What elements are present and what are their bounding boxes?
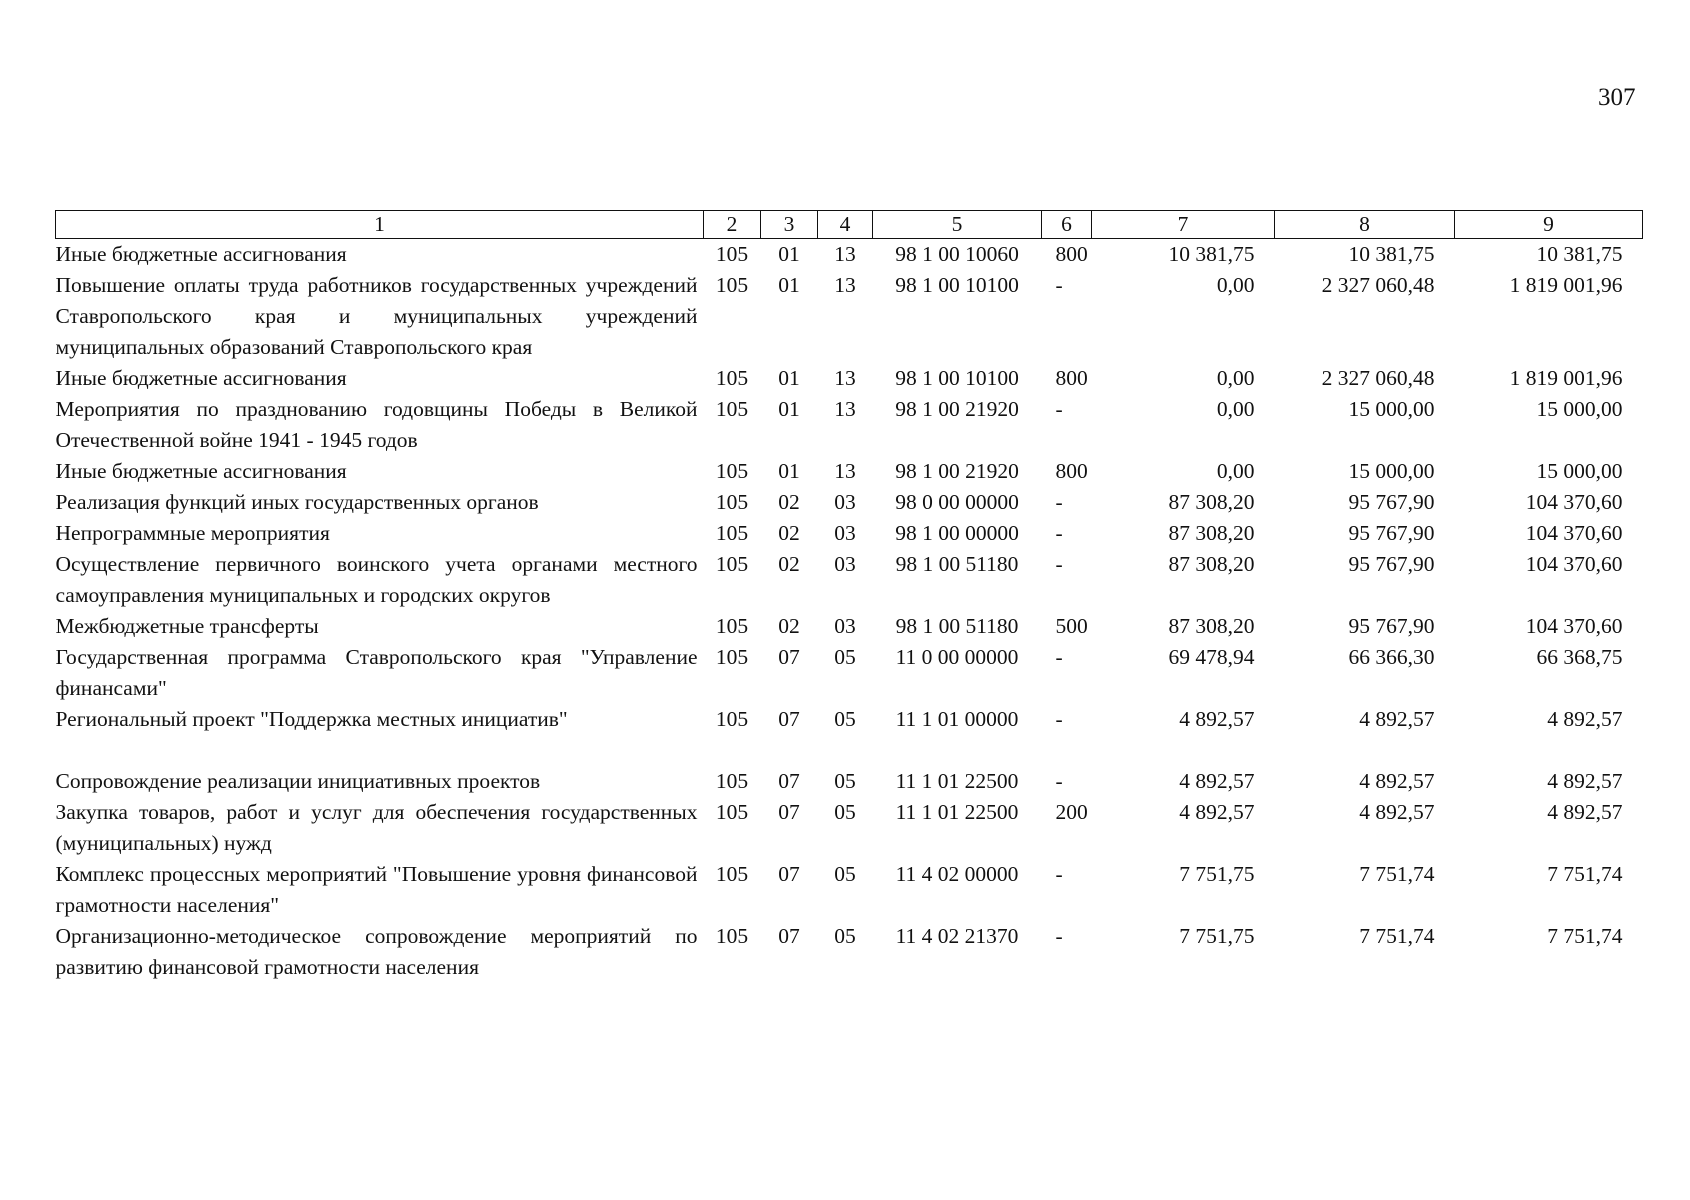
cell-admin-code: 105 bbox=[715, 242, 749, 266]
table-row bbox=[56, 611, 1643, 642]
cell-amount-8: 10 381,75 bbox=[1348, 242, 1435, 266]
row-name: Иные бюджетные ассигнования bbox=[55, 459, 347, 483]
cell-expense-type: - bbox=[1055, 924, 1063, 948]
table-row bbox=[56, 549, 1643, 611]
cell-amount-7: 87 308,20 bbox=[1168, 490, 1255, 514]
cell-amount-9: 7 751,74 bbox=[1547, 924, 1623, 948]
cell-amount-9: 66 368,75 bbox=[1536, 645, 1623, 669]
cell-target-article: 98 1 00 10100 bbox=[895, 366, 1019, 390]
cell-section: 01 bbox=[778, 242, 800, 266]
cell-target-article: 11 1 01 00000 bbox=[895, 707, 1019, 731]
row-name: Организационно-методическое сопровождение мероприятий по развитию финансовой грамотности населения bbox=[55, 924, 698, 979]
cell-section: 07 bbox=[778, 645, 800, 669]
cell-amount-7: 87 308,20 bbox=[1168, 552, 1255, 576]
cell-amount-7: 4 892,57 bbox=[1179, 707, 1255, 731]
table-row bbox=[56, 363, 1643, 394]
cell-admin-code: 105 bbox=[715, 521, 749, 545]
page-number: 307 bbox=[1598, 84, 1636, 111]
row-name: Закупка товаров, работ и услуг для обеспечения государственных (муниципальных) нужд bbox=[55, 800, 698, 855]
cell-section: 02 bbox=[778, 521, 800, 545]
cell-amount-9: 15 000,00 bbox=[1536, 397, 1623, 421]
cell-expense-type: - bbox=[1055, 397, 1063, 421]
cell-admin-code: 105 bbox=[715, 645, 749, 669]
cell-expense-type: 800 bbox=[1055, 242, 1088, 266]
cell-admin-code: 105 bbox=[715, 490, 749, 514]
cell-subsection: 03 bbox=[834, 490, 856, 514]
cell-expense-type: 200 bbox=[1055, 800, 1088, 824]
cell-amount-7: 0,00 bbox=[1216, 273, 1255, 297]
cell-expense-type: 500 bbox=[1055, 614, 1088, 638]
cell-amount-7: 7 751,75 bbox=[1179, 924, 1255, 948]
table-row bbox=[56, 642, 1643, 704]
cell-expense-type: - bbox=[1055, 521, 1063, 545]
cell-amount-7: 87 308,20 bbox=[1168, 614, 1255, 638]
cell-amount-7: 4 892,57 bbox=[1179, 769, 1255, 793]
column-header: 8 bbox=[1275, 211, 1455, 239]
cell-amount-7: 69 478,94 bbox=[1168, 645, 1255, 669]
cell-section: 01 bbox=[778, 273, 800, 297]
table-row bbox=[56, 394, 1643, 456]
table-row bbox=[56, 859, 1643, 921]
cell-amount-7: 87 308,20 bbox=[1168, 521, 1255, 545]
cell-target-article: 98 1 00 51180 bbox=[895, 614, 1019, 638]
cell-section: 07 bbox=[778, 862, 800, 886]
cell-subsection: 05 bbox=[834, 924, 856, 948]
cell-amount-8: 4 892,57 bbox=[1359, 800, 1435, 824]
cell-subsection: 13 bbox=[834, 273, 856, 297]
column-header: 7 bbox=[1092, 211, 1275, 239]
cell-admin-code: 105 bbox=[715, 862, 749, 886]
cell-admin-code: 105 bbox=[715, 800, 749, 824]
cell-target-article: 11 1 01 22500 bbox=[895, 769, 1019, 793]
cell-admin-code: 105 bbox=[715, 366, 749, 390]
cell-section: 07 bbox=[778, 924, 800, 948]
cell-expense-type: - bbox=[1055, 273, 1063, 297]
cell-target-article: 98 0 00 00000 bbox=[895, 490, 1019, 514]
cell-amount-8: 7 751,74 bbox=[1359, 862, 1435, 886]
cell-section: 01 bbox=[778, 366, 800, 390]
column-header: 9 bbox=[1455, 211, 1643, 239]
cell-amount-9: 104 370,60 bbox=[1525, 552, 1623, 576]
cell-amount-9: 1 819 001,96 bbox=[1509, 366, 1623, 390]
row-name: Региональный проект "Поддержка местных инициатив" bbox=[55, 707, 568, 731]
cell-expense-type: - bbox=[1055, 645, 1063, 669]
cell-amount-9: 104 370,60 bbox=[1525, 614, 1623, 638]
cell-expense-type: - bbox=[1055, 769, 1063, 793]
budget-table bbox=[55, 210, 1643, 983]
cell-target-article: 11 4 02 00000 bbox=[895, 862, 1019, 886]
cell-expense-type: - bbox=[1055, 490, 1063, 514]
cell-amount-9: 104 370,60 bbox=[1525, 521, 1623, 545]
cell-amount-8: 2 327 060,48 bbox=[1321, 273, 1435, 297]
cell-amount-8: 4 892,57 bbox=[1359, 769, 1435, 793]
cell-amount-8: 95 767,90 bbox=[1348, 521, 1435, 545]
cell-section: 02 bbox=[778, 490, 800, 514]
cell-admin-code: 105 bbox=[715, 769, 749, 793]
cell-target-article: 98 1 00 10100 bbox=[895, 273, 1019, 297]
cell-section: 01 bbox=[778, 397, 800, 421]
cell-amount-7: 0,00 bbox=[1216, 397, 1255, 421]
cell-amount-7: 0,00 bbox=[1216, 459, 1255, 483]
cell-expense-type: - bbox=[1055, 862, 1063, 886]
cell-section: 02 bbox=[778, 614, 800, 638]
cell-amount-7: 10 381,75 bbox=[1168, 242, 1255, 266]
row-name: Межбюджетные трансферты bbox=[55, 614, 319, 638]
cell-target-article: 98 1 00 51180 bbox=[895, 552, 1019, 576]
cell-amount-8: 2 327 060,48 bbox=[1321, 366, 1435, 390]
cell-amount-8: 95 767,90 bbox=[1348, 552, 1435, 576]
row-name: Повышение оплаты труда работников государственных учреждений Ставропольского края и муниципальных учреждений муниципальных образований Ставропольского края bbox=[55, 273, 698, 359]
column-header: 6 bbox=[1042, 211, 1092, 239]
table-row bbox=[56, 766, 1643, 797]
cell-expense-type: - bbox=[1055, 707, 1063, 731]
table-row bbox=[56, 518, 1643, 549]
table-row bbox=[56, 487, 1643, 518]
cell-admin-code: 105 bbox=[715, 459, 749, 483]
cell-subsection: 05 bbox=[834, 707, 856, 731]
cell-amount-9: 4 892,57 bbox=[1547, 800, 1623, 824]
cell-amount-8: 95 767,90 bbox=[1348, 490, 1435, 514]
cell-admin-code: 105 bbox=[715, 924, 749, 948]
cell-amount-7: 7 751,75 bbox=[1179, 862, 1255, 886]
column-header: 1 bbox=[56, 211, 704, 239]
table-row bbox=[56, 921, 1643, 983]
cell-subsection: 05 bbox=[834, 800, 856, 824]
row-name: Мероприятия по празднованию годовщины Победы в Великой Отечественной войне 1941 - 1945 годов bbox=[55, 397, 698, 452]
cell-section: 02 bbox=[778, 552, 800, 576]
table-row bbox=[56, 270, 1643, 363]
column-header: 2 bbox=[704, 211, 761, 239]
row-name: Комплекс процессных мероприятий "Повышение уровня финансовой грамотности населения" bbox=[55, 862, 698, 917]
cell-section: 01 bbox=[778, 459, 800, 483]
table-row bbox=[56, 704, 1643, 766]
table-row bbox=[56, 797, 1643, 859]
row-name: Осуществление первичного воинского учета органами местного самоуправления муниципальных и городских округов bbox=[55, 552, 698, 607]
cell-subsection: 05 bbox=[834, 769, 856, 793]
cell-subsection: 13 bbox=[834, 459, 856, 483]
column-header: 5 bbox=[873, 211, 1042, 239]
cell-amount-8: 15 000,00 bbox=[1348, 397, 1435, 421]
cell-expense-type: 800 bbox=[1055, 366, 1088, 390]
cell-amount-8: 66 366,30 bbox=[1348, 645, 1435, 669]
cell-amount-8: 7 751,74 bbox=[1359, 924, 1435, 948]
cell-subsection: 03 bbox=[834, 552, 856, 576]
cell-amount-9: 15 000,00 bbox=[1536, 459, 1623, 483]
row-name: Сопровождение реализации инициативных проектов bbox=[55, 769, 541, 793]
cell-admin-code: 105 bbox=[715, 397, 749, 421]
cell-amount-9: 10 381,75 bbox=[1536, 242, 1623, 266]
cell-target-article: 11 1 01 22500 bbox=[895, 800, 1019, 824]
row-name: Непрограммные мероприятия bbox=[55, 521, 330, 545]
cell-target-article: 98 1 00 10060 bbox=[895, 242, 1019, 266]
cell-subsection: 05 bbox=[834, 645, 856, 669]
cell-amount-8: 95 767,90 bbox=[1348, 614, 1435, 638]
cell-amount-7: 0,00 bbox=[1216, 366, 1255, 390]
cell-target-article: 98 1 00 00000 bbox=[895, 521, 1019, 545]
cell-amount-7: 4 892,57 bbox=[1179, 800, 1255, 824]
cell-expense-type: 800 bbox=[1055, 459, 1088, 483]
cell-admin-code: 105 bbox=[715, 552, 749, 576]
cell-expense-type: - bbox=[1055, 552, 1063, 576]
table-header-row bbox=[56, 211, 1643, 239]
cell-target-article: 11 4 02 21370 bbox=[895, 924, 1019, 948]
cell-admin-code: 105 bbox=[715, 273, 749, 297]
cell-subsection: 03 bbox=[834, 614, 856, 638]
cell-amount-9: 104 370,60 bbox=[1525, 490, 1623, 514]
cell-subsection: 13 bbox=[834, 242, 856, 266]
cell-target-article: 11 0 00 00000 bbox=[895, 645, 1019, 669]
row-name: Иные бюджетные ассигнования bbox=[55, 242, 347, 266]
cell-section: 07 bbox=[778, 769, 800, 793]
cell-subsection: 13 bbox=[834, 397, 856, 421]
column-header: 3 bbox=[761, 211, 818, 239]
cell-section: 07 bbox=[778, 707, 800, 731]
table-row bbox=[56, 456, 1643, 487]
cell-admin-code: 105 bbox=[715, 614, 749, 638]
row-name: Реализация функций иных государственных органов bbox=[55, 490, 539, 514]
cell-target-article: 98 1 00 21920 bbox=[895, 397, 1019, 421]
cell-section: 07 bbox=[778, 800, 800, 824]
cell-target-article: 98 1 00 21920 bbox=[895, 459, 1019, 483]
table-row bbox=[56, 239, 1643, 271]
row-name: Иные бюджетные ассигнования bbox=[55, 366, 347, 390]
cell-subsection: 13 bbox=[834, 366, 856, 390]
cell-amount-9: 4 892,57 bbox=[1547, 769, 1623, 793]
cell-subsection: 05 bbox=[834, 862, 856, 886]
cell-subsection: 03 bbox=[834, 521, 856, 545]
column-header: 4 bbox=[818, 211, 873, 239]
cell-amount-9: 7 751,74 bbox=[1547, 862, 1623, 886]
cell-admin-code: 105 bbox=[715, 707, 749, 731]
cell-amount-9: 1 819 001,96 bbox=[1509, 273, 1623, 297]
cell-amount-8: 15 000,00 bbox=[1348, 459, 1435, 483]
cell-amount-9: 4 892,57 bbox=[1547, 707, 1623, 731]
cell-amount-8: 4 892,57 bbox=[1359, 707, 1435, 731]
row-name: Государственная программа Ставропольского края "Управление финансами" bbox=[55, 645, 698, 700]
